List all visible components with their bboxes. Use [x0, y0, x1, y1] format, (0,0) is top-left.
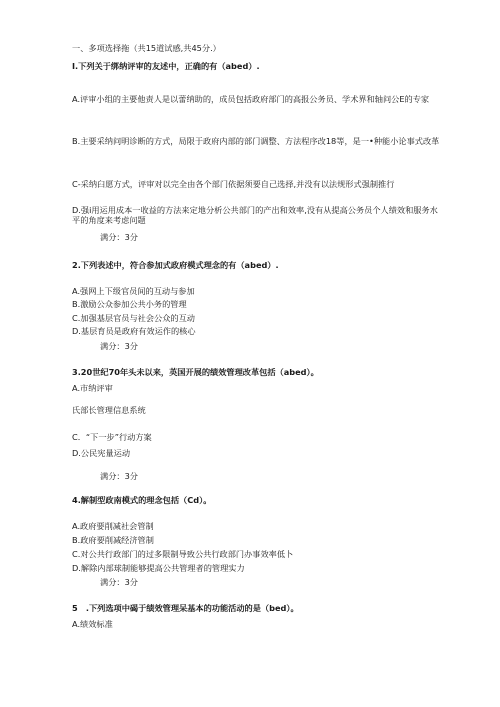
question-3-option-a: A.市纳评审	[72, 383, 113, 393]
question-1-option-a: A.评审小组的主要他责人是以蕾纳助的，成员包括政府部门的高报公务员、学术界和轴问公E的专家	[72, 94, 430, 104]
question-4-option-b: B.政府要削减经济管制	[72, 535, 154, 545]
question-4-option-a: A.政府要削减社会管制	[72, 521, 154, 531]
question-3-stem: 3.20世纪70年头未以来，英国开展的绩效管理改革包括（abed）。	[72, 367, 319, 377]
question-1-stem: I.下列关于绑纳评审的友述中，正确的有（abed）.	[72, 61, 260, 71]
question-1-option-b: B.主要采纳问明诊断的方式，局限于政府内部的部门调整、方法程序改18等，是一•种能小论事式改革	[72, 136, 440, 146]
question-1-option-d: D.强i用运用成本一收益的方法来定地分析公共部门的产出和效率,没有从提高公务员个人绩效和服务水平的角度来考虑问题	[72, 205, 438, 225]
question-5-stem: 5 .下列选项中碣于绩效管理呆基本的功能活动的是（bed）。	[72, 603, 299, 613]
question-3-option-d: D.公民宪量运动	[72, 448, 131, 458]
question-1-option-c: C-采纳臼愿方式，评审对以完全由各个部门依据须要自己选择,并没有以法规形式强制推行	[72, 179, 395, 189]
question-3-option-b: 氏部长管理信息系统	[72, 405, 146, 415]
question-4-option-d: D.解除内部球制能够提高公共管理者的管理实力	[72, 563, 245, 573]
question-3-score: 满分：3分	[100, 471, 138, 481]
question-2-score: 满分：3分	[100, 341, 138, 351]
question-1-score: 满分：3分	[100, 232, 138, 242]
question-2-stem: 2.下列表述中，符合参加式政府模式理念的有（abed）.	[72, 260, 279, 270]
question-5-option-a: A.绩效标准	[72, 619, 113, 629]
question-2-option-d: D.基层育员是政府有效运作的核心	[72, 326, 196, 336]
question-4-option-c: C.对公共行政部门的过多限制导致公共行政部门办事效率低卜	[72, 549, 294, 559]
question-4-stem: 4.解制型政南模式的理念包括（Cd）。	[72, 495, 212, 505]
question-2-option-c: C.加强基层官员与社会公众的互动	[72, 313, 195, 323]
question-2-option-b: B.激励公众参加公共小务的管理	[72, 299, 187, 309]
question-4-score: 满分：3分	[100, 577, 138, 587]
question-2-option-a: A.强网上下级官员间的互动与参加	[72, 286, 195, 296]
section-title: 一、多项选择拖（共15道试感,共45分.）	[72, 43, 221, 53]
question-3-option-c: C．“下一步”行动方案	[72, 432, 152, 442]
